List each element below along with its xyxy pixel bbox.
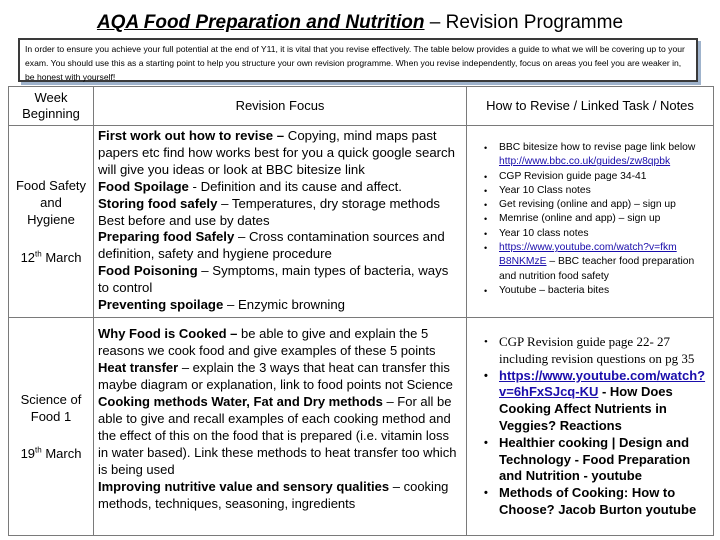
resource-list [481, 334, 710, 519]
title-main: AQA Food Preparation and Nutrition [96, 12, 425, 33]
focus-cell: Why Food is Cooked – be able to give and explain the 5 reasons we cook food and give examples of these 5 points Heat transfer – explain the 3 ways that heat can transfer this maybe diagram or explanation, link to food points not Science Cooking methods Water, Fat and Dry methods – For all be able to give and recall examples of each cooking method and the effect of this on the food that is prepared (i.e. vitamin loss in water based). Link these methods to heat transfer too which is being used Improving nutritive value and sensory qualities – cooking methods, techniques, seasoning, ingredients [94, 318, 467, 536]
table-row [9, 318, 714, 536]
focus-heading: Food Poisoning [98, 263, 198, 279]
intro-box: In order to ensure you achieve your full potential at the end of Y11, it is vital that you revise effectively. The table below provides a guide to what we will be covering up to your exam. You should use this as a starting point to help you structure your own revision programme. When you revise independently, focus on areas you feel you are weaker in, be honest with yourself! [18, 38, 698, 82]
week-topic: Science of [20, 391, 82, 407]
bbc-bitesize-link[interactable]: http://www.bbc.co.uk/guides/zw8qpbk [499, 156, 671, 168]
how-cell [467, 126, 714, 318]
list-item: • Year 10 class notes [481, 227, 709, 241]
resource-list [481, 141, 709, 298]
page-title [0, 12, 720, 34]
week-topic: and [40, 195, 62, 211]
week-date: 12th March [20, 249, 82, 265]
list-item: • Year 10 Class notes [481, 184, 709, 198]
focus-heading: Why Food is Cooked – [98, 326, 242, 341]
focus-heading: Food Spoilage [98, 178, 189, 194]
list-item: • CGP Revision guide page 22- 27 including revision questions on pg 35 [481, 334, 710, 368]
list-item: • Methods of Cooking: How to Choose? Jacob Burton youtube [481, 485, 710, 519]
focus-heading: Preventing spoilage [98, 297, 224, 313]
list-item: • https://www.youtube.com/watch?v=6hFxSJcq-KU - How Does Cooking Affect Nutrients in Veggies? Reactions [481, 368, 710, 435]
focus-heading: Improving nutritive value and sensory qualities [98, 478, 390, 494]
focus-heading: Heat transfer [98, 359, 179, 375]
focus-heading: First work out how to revise – [98, 128, 288, 143]
focus-heading: Cooking methods Water, Fat and Dry methods [98, 393, 383, 409]
list-item: • BBC bitesize how to revise page link below http://www.bbc.co.uk/guides/zw8qpbk [481, 141, 709, 170]
table-row [9, 126, 714, 318]
focus-heading: Preparing food Safely [98, 229, 235, 245]
list-item: • Get revising (online and app) – sign up [481, 198, 709, 212]
week-topic: Food Safety [15, 178, 87, 194]
how-cell [467, 318, 714, 536]
week-cell [9, 126, 94, 318]
week-cell [9, 318, 94, 536]
week-date: 19th March [20, 445, 82, 462]
list-item: • Youtube – bacteria bites [481, 284, 709, 298]
list-item: • https://www.youtube.com/watch?v=fkm B8NKMzE – BBC teacher food preparation and nutrition food safety [481, 241, 709, 284]
youtube-link[interactable]: https://www.youtube.com/watch?v=fkm B8NKMzE [499, 242, 677, 268]
week-topic: Food 1 [30, 408, 72, 424]
week-topic: Hygiene [27, 212, 75, 228]
header-focus: Revision Focus [94, 87, 467, 126]
list-item: • Memrise (online and app) – sign up [481, 212, 709, 226]
list-item: • Healthier cooking | Design and Technology - Food Preparation and Nutrition - youtube [481, 435, 710, 485]
focus-cell: First work out how to revise – Copying, mind maps past papers etc find how works best for you a quick google search will give you ideas or look at BBC bitesize link Food Spoilage - Definition and its cause and affect. Storing food safely – Temperatures, dry storage methods Best before and use by dates Preparing food Safely – Cross contamination sources and definition, safety and hygiene procedure Food Poisoning – Symptoms, main types of bacteria, ways to control Preventing spoilage – Enzymic browning [94, 126, 467, 318]
revision-table [8, 86, 714, 536]
header-week: Week Beginning [9, 87, 94, 126]
youtube-link[interactable]: https://www.youtube.com/watch?v=6hFxSJcq-KU [499, 367, 706, 400]
title-suffix: – Revision Programme [424, 12, 624, 33]
list-item: • CGP Revision guide page 34-41 [481, 170, 709, 184]
header-row [9, 87, 714, 126]
focus-heading: Storing food safely [98, 195, 218, 211]
header-how: How to Revise / Linked Task / Notes [467, 87, 714, 126]
